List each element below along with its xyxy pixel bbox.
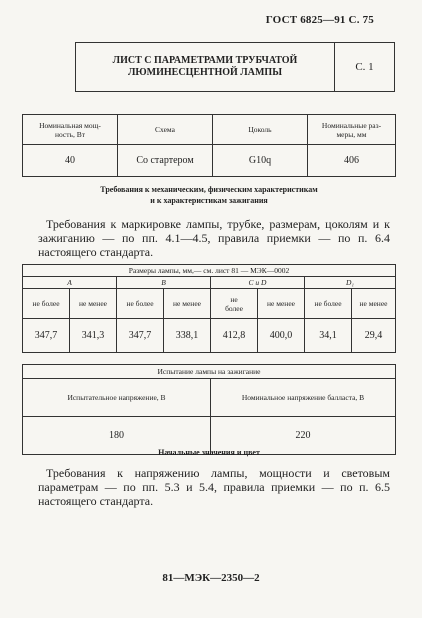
initial-paragraph: Требования к напряжению лампы, мощности и световым параметрам — по пп. 5.3 и 5.4, правила приемки — по п. 6.5 настоящего стандарта.: [38, 466, 390, 508]
sub-cd-min: не менее: [258, 289, 305, 319]
sub-a-max: не более: [23, 289, 70, 319]
group-a: A: [23, 277, 117, 289]
header-dimensions: Номинальные раз- меры, мм: [308, 115, 396, 145]
sheet-page-label: С. 1: [335, 43, 395, 92]
ignition-table: [22, 364, 396, 455]
dim-b-max: 347,7: [117, 319, 164, 353]
sub-cd-max: не более: [211, 289, 258, 319]
header-base: Цоколь: [213, 115, 308, 145]
dim-b-min: 338,1: [164, 319, 211, 353]
dimensions-caption: Размеры лампы, мм,— см. лист 81 — МЭК—0002: [23, 265, 396, 277]
initial-heading: Начальные значения и цвет: [158, 448, 260, 457]
sheet-title-line1: ЛИСТ С ПАРАМЕТРАМИ ТРУБЧАТОЙ: [112, 55, 298, 66]
sub-d1-max: не более: [305, 289, 352, 319]
group-d1: D₁: [305, 277, 396, 289]
ignition-test-voltage: 180: [23, 417, 211, 455]
value-dimensions: 406: [308, 145, 396, 177]
dim-a-min: 341,3: [70, 319, 117, 353]
header-scheme: Схема: [118, 115, 213, 145]
document-code: ГОСТ 6825—91 С. 75: [265, 14, 374, 26]
ignition-caption: Испытание лампы на зажигание: [23, 365, 396, 379]
sub-b-min: не менее: [164, 289, 211, 319]
mech-heading-line2: и к характеристикам зажигания: [150, 196, 268, 205]
ignition-ballast-voltage: 220: [211, 417, 396, 455]
ignition-header-ballast-voltage: Номинальное напряжение балласта, В: [211, 379, 396, 417]
sub-d1-min: не менее: [352, 289, 396, 319]
dim-a-max: 347,7: [23, 319, 70, 353]
dimensions-table: [22, 264, 396, 353]
sheet-title-line2: ЛЮМИНЕСЦЕНТНОЙ ЛАМПЫ: [127, 67, 283, 78]
group-c-d: C и D: [211, 277, 305, 289]
parameters-table: [22, 114, 396, 177]
ignition-header-test-voltage: Испытательное напряжение, В: [23, 379, 211, 417]
group-b: B: [117, 277, 211, 289]
dim-d1-min: 29,4: [352, 319, 396, 353]
mech-heading: [22, 184, 396, 206]
sheet-title: [76, 43, 335, 92]
sub-b-max: не более: [117, 289, 164, 319]
value-scheme: Со стартером: [118, 145, 213, 177]
mech-paragraph: Требования к маркировке лампы, трубке, размерам, цоколям и к зажиганию — по пп. 4.1—4.5, правила приемки — по п. 6.4 настоящего стандарта.: [38, 217, 390, 259]
value-power: 40: [23, 145, 118, 177]
footer-code: 81—МЭК—2350—2: [162, 572, 260, 584]
dim-cd-min: 400,0: [258, 319, 305, 353]
mech-heading-line1: Требования к механическим, физическим характеристикам: [100, 185, 318, 194]
dim-cd-max: 412,8: [211, 319, 258, 353]
sheet-title-block: [75, 42, 395, 92]
sub-a-min: не менее: [70, 289, 117, 319]
header-power: Номинальная мощ- ность, Вт: [23, 115, 118, 145]
value-base: G10q: [213, 145, 308, 177]
dim-d1-max: 34,1: [305, 319, 352, 353]
